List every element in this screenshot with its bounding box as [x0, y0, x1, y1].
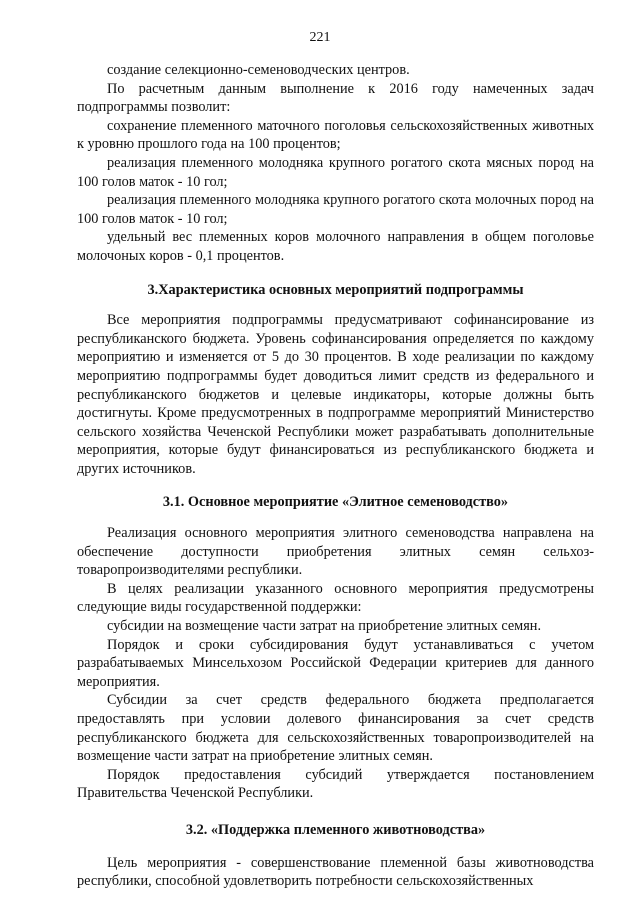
- paragraph: реализация племенного молодняка крупного рогатого скота мясных пород на 100 голов маток - 10 гол;: [77, 154, 594, 190]
- paragraph: субсидии на возмещение части затрат на приобретение элитных семян.: [107, 618, 542, 635]
- paragraph: Реализация основного мероприятия элитного семеноводства направлена на обеспечение доступности приобретения элитных семян сельхоз-товаропроизводителями республики.: [77, 525, 594, 579]
- paragraph: Цель мероприятия - совершенствование племенной базы животноводства республики, способной удовлетворить потребности сельскохозяйственных: [77, 854, 594, 890]
- subsection-heading: 3.1. Основное мероприятие «Элитное семеноводство»: [162, 494, 509, 511]
- paragraph: Все мероприятия подпрограммы предусматривают софинансирование из республиканского бюджета. Уровень софинансирования определяется по каждому мероприятию и изменяется от 5 до 30 процентов. В ходе реализации по каждому мероприятию подпрограммы будет доводиться лимит средств из федерального и республиканского бюджетов и целевые индикаторы, которые должны быть достигнуты. Кроме предусмотренных в подпрограмме мероприятий Министерство сельского хозяйства Чеченской Республики может разрабатывать дополнительные мероприятия, которые будут финансироваться из республиканского бюджета и других источников.: [77, 312, 594, 477]
- paragraph: По расчетным данным выполнение к 2016 году намеченных задач подпрограммы позволит:: [77, 80, 594, 116]
- paragraph: создание селекционно-семеноводческих центров.: [107, 62, 410, 78]
- subsection-heading: 3.2. «Поддержка племенного животноводства»: [185, 821, 486, 838]
- document-body: [77, 61, 594, 891]
- paragraph: Порядок предоставления субсидий утверждается постановлением Правительства Чеченской Республики.: [77, 766, 594, 802]
- paragraph: реализация племенного молодняка крупного рогатого скота молочных пород на 100 голов маток - 10 гол;: [77, 192, 594, 227]
- page-number: 221: [309, 30, 331, 45]
- paragraph: Субсидии за счет средств федерального бюджета предполагается предоставлять при условии долевого финансирования за счет средств республиканского бюджета для сельскохозяйственных товаропроизводителей на возмещение части затрат на приобретение элитных семян.: [77, 692, 594, 765]
- paragraph: удельный вес племенных коров молочного направления в общем поголовье молочоных коров - 0,1 процентов.: [77, 229, 594, 264]
- paragraph: Порядок и сроки субсидирования будут устанавливаться с учетом разрабатываемых Минсельхозом Российской Федерации критериев для данного мероприятия.: [77, 636, 594, 690]
- section-heading: 3.Характеристика основных мероприятий подпрограммы: [147, 281, 524, 298]
- paragraph: В целях реализации указанного основного мероприятия предусмотрены следующие виды государственной поддержки:: [77, 580, 594, 616]
- paragraph: сохранение племенного маточного поголовья сельскохозяйственных животных к уровню прошлого года на 100 процентов;: [77, 117, 594, 153]
